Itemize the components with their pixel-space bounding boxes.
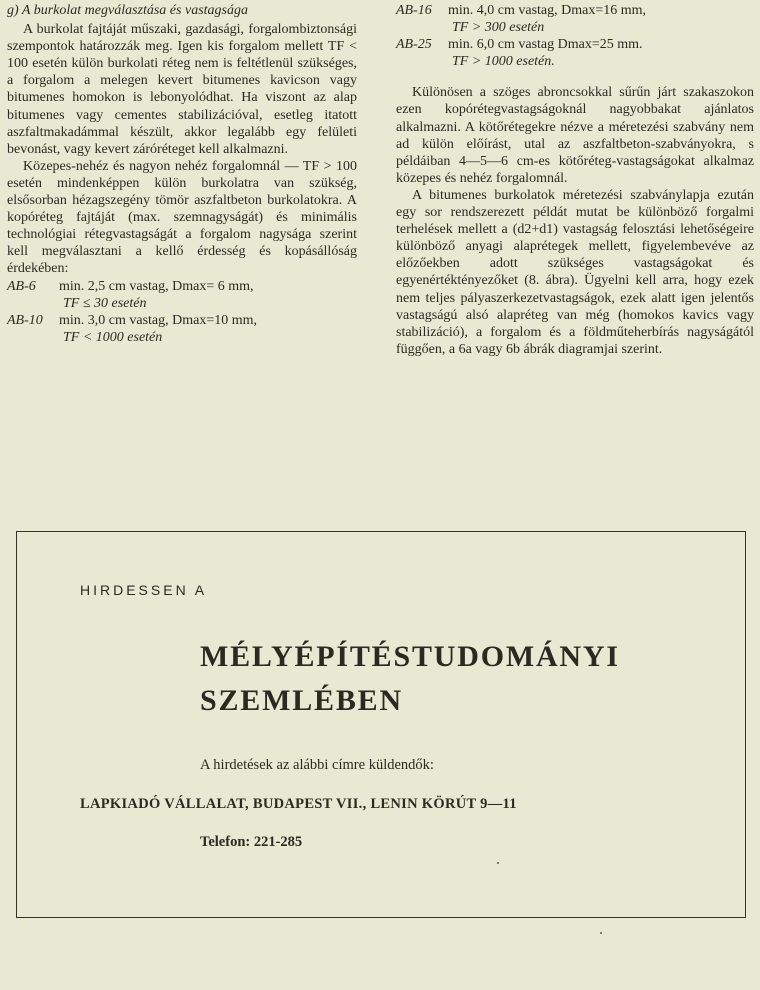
spec-ab6 [7, 278, 357, 312]
left-paragraph-1: A burkolat fajtáját műszaki, gazdasági, forgalombiztonsági szempontok határozzák meg. Igen kis forgalom mellett TF < 100 esetén külön burkolati réteg nem is feltétlenül szükséges, a forgalom a melegen kevert bitumenes kavicson vagy bitumenes homokon is lebonyolódhat. Ha viszont az alap bitumenes vagy cementes stabilizációval, esetleg itatott aszfaltmakadámmal készült, akkor legalább egy felületi bevonást, vagy kevert záróréteget kell alkalmazni. [7, 22, 357, 157]
section-heading: g) A burkolat megválasztása és vastagsága [7, 3, 248, 18]
ad-journal-line-2: SZEMLÉBEN [200, 684, 403, 717]
ad-note: A hirdetések az alábbi címre küldendők: [200, 757, 434, 773]
advertisement-box [16, 531, 746, 918]
spec-ab25 [396, 36, 754, 70]
spec-code: AB-10 [7, 312, 43, 328]
right-column [396, 2, 754, 358]
left-paragraph-2: Közepes-nehéz és nagyon nehéz forgalomnál — TF > 100 esetén mindenképpen külön burkolatra van szükség, elsősorban hézagszegény tömör aszfaltbeton burkolatokra. A kopóréteg fajtáját (max. szemnagyságát) és minimális technológiai rétegvastagságát a forgalom nagysága szerint kell megválasztani a kellő érdesség és kopásállóság érdekében: [7, 158, 357, 277]
print-speck [600, 932, 602, 934]
print-speck [497, 862, 499, 864]
spec-description: min. 3,0 cm vastag, Dmax=10 mm, TF < 1000 esetén [59, 312, 258, 345]
ad-journal-name [200, 635, 620, 723]
spec-ab16 [396, 2, 754, 36]
ad-journal-line-1: MÉLYÉPÍTÉSTUDOMÁNYI [200, 640, 620, 673]
spec-description: min. 6,0 cm vastag Dmax=25 mm. TF > 1000 esetén. [448, 37, 643, 70]
left-column [7, 2, 357, 346]
right-paragraph-2: A bitumenes burkolatok méretezési szabványlapja ezután egy sor rendszerezett példát mutat be különböző forgalmi terhelések mellett a (d2+d1) vastagság felosztási lehetőségeire különböző anyagi alaprétegek mellett, figyelembevéve az előzőekben adott szükséges vastagságokat és egyenértéktényezőket (8. ábra). Ügyelni kell arra, hogy ezek nem teljes pályaszerkezetvastagságok, ezek alatt igen jelentős vastagságú alsó alapréteg van még (homokos kavics vagy stabilizáció), a forgalom és a földműteherbírás nagyságától függően, a 6a vagy 6b ábrák diagramjai szerint. [396, 187, 754, 357]
ad-invite: HIRDESSEN A [80, 582, 208, 598]
spec-code: AB-25 [396, 37, 432, 53]
right-paragraph-1: Különösen a szöges abroncsokkal sűrűn járt szakaszokon ezen kopórétegvastagságoknál nagyobbakat ajánlatos alkalmazni. A kötőrétegekre nézve a méretezési szabvány nem ad külön előírást, utal az aszfaltbeton-szabványokra, s példáiban 4—5—6 cm-es kötőréteg-vastagságokat alkalmaz közepes és nehéz forgalomnál. [396, 85, 754, 186]
spec-description: min. 4,0 cm vastag, Dmax=16 mm, TF > 300 esetén [448, 3, 647, 36]
spec-code: AB-6 [7, 278, 36, 294]
spec-description: min. 2,5 cm vastag, Dmax= 6 mm, TF ≤ 30 esetén [59, 278, 254, 311]
ad-address: LAPKIADÓ VÁLLALAT, BUDAPEST VII., LENIN KÖRÚT 9—11 [80, 796, 517, 812]
ad-phone: Telefon: 221-285 [200, 834, 303, 850]
spec-code: AB-16 [396, 3, 432, 18]
spec-ab10 [7, 312, 357, 346]
